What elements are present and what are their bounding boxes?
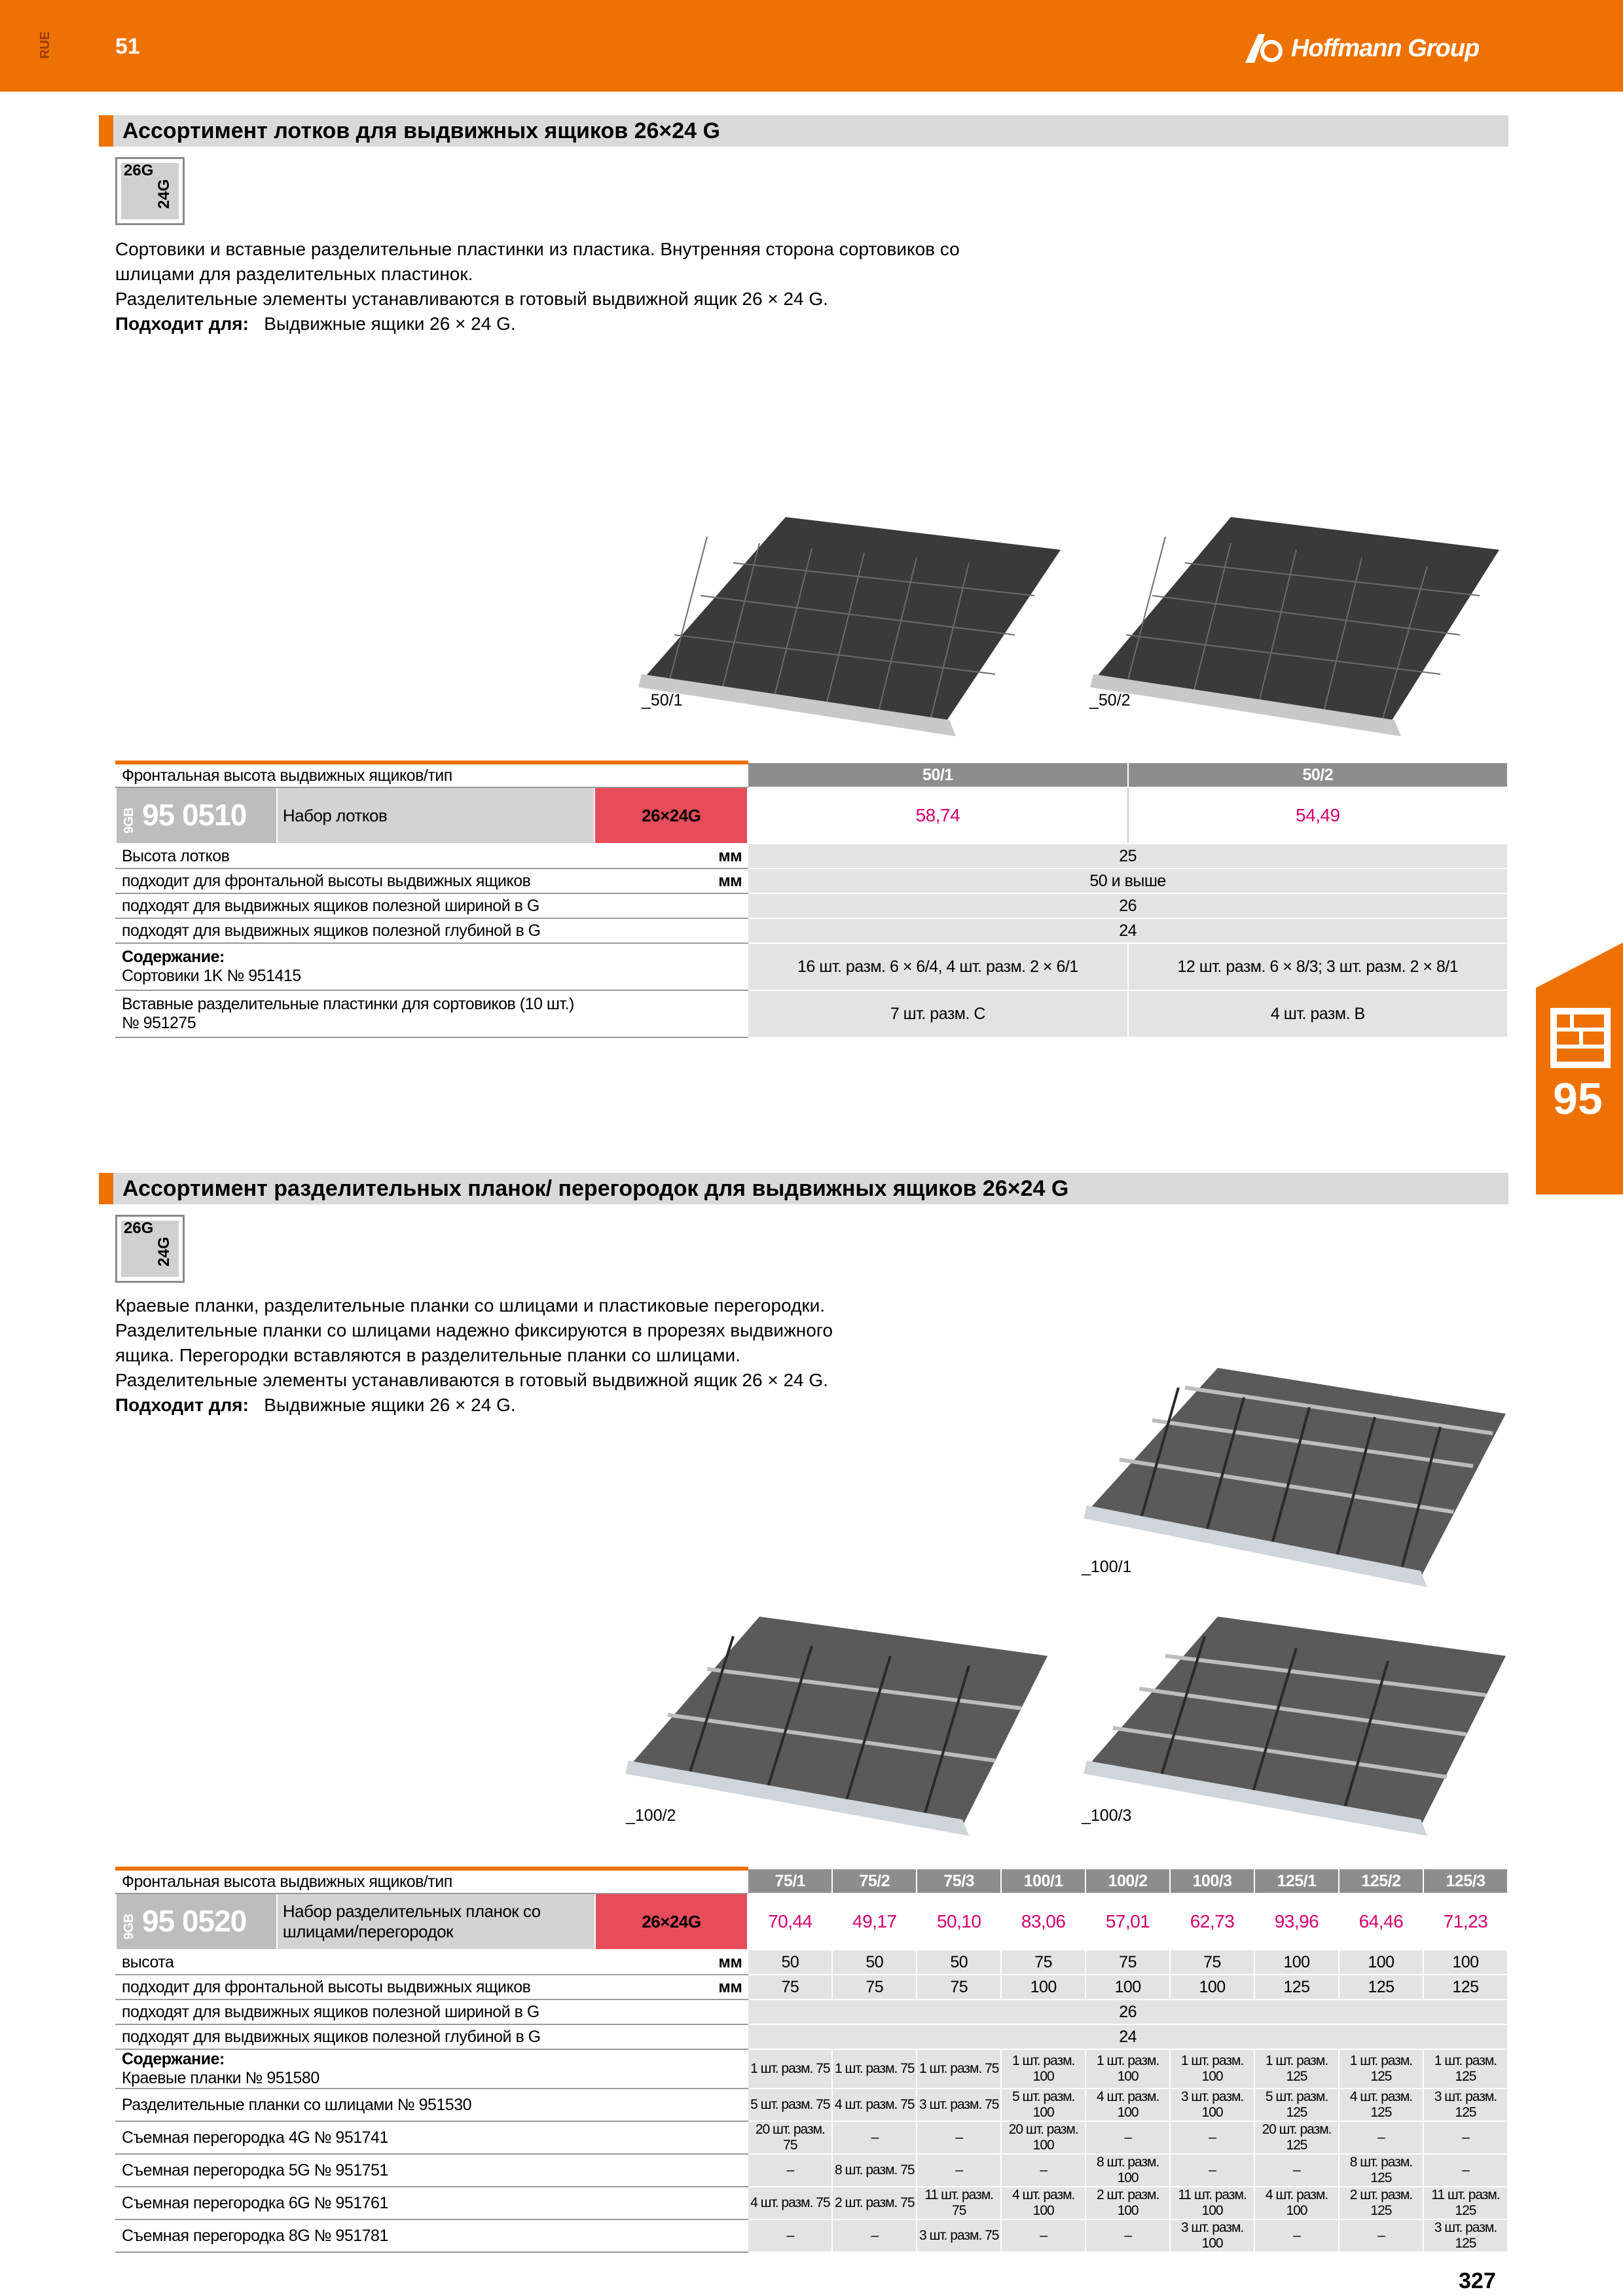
content-value: 11 шт. разм. 100 bbox=[1170, 2187, 1254, 2219]
price-75-3: 50,10 bbox=[917, 1893, 1001, 1950]
content-value: – bbox=[1001, 2154, 1085, 2187]
content-value: 1 шт. разм. 100 bbox=[1085, 2049, 1170, 2089]
hoffmann-logo-icon bbox=[1245, 34, 1287, 63]
content-value: 1 шт. разм. 75 bbox=[917, 2049, 1001, 2089]
content-value: 1 шт. разм. 100 bbox=[1170, 2049, 1254, 2089]
content-value: 1 шт. разм. 125 bbox=[1339, 2049, 1423, 2089]
content-value: 1 шт. разм. 125 bbox=[1254, 2049, 1339, 2089]
height-value: 50 bbox=[917, 1950, 1001, 1975]
content-value: 4 шт. разм. 100 bbox=[1001, 2187, 1085, 2219]
table2-type-7: 125/1 bbox=[1254, 1869, 1339, 1893]
content-value: 8 шт. разм. 100 bbox=[1085, 2154, 1170, 2187]
divider-set-100-2-image bbox=[615, 1610, 1048, 1839]
content-value: 1 шт. разм. 75 bbox=[748, 2049, 832, 2089]
front-height-value: 100 bbox=[1170, 1975, 1254, 2000]
language-code: RUE bbox=[38, 31, 52, 59]
content-value: – bbox=[748, 2219, 832, 2252]
content-value: 4 шт. разм. 100 bbox=[1085, 2089, 1170, 2121]
content-value: – bbox=[1170, 2154, 1254, 2187]
content-value: – bbox=[917, 2154, 1001, 2187]
content-value: – bbox=[1001, 2219, 1085, 2252]
height-value: 100 bbox=[1339, 1950, 1423, 1975]
content-row-label: Разделительные планки со шлицами № 951530 bbox=[122, 2095, 472, 2114]
table2-type-8: 125/2 bbox=[1339, 1869, 1423, 1893]
chapter-side-tab bbox=[1536, 942, 1623, 1194]
front-height-value: 75 bbox=[917, 1975, 1001, 2000]
price-125-1: 93,96 bbox=[1254, 1893, 1339, 1950]
content-value: – bbox=[748, 2154, 832, 2187]
content-value: 1 шт. разм. 125 bbox=[1423, 2049, 1508, 2089]
price-100-1: 83,06 bbox=[1001, 1893, 1085, 1950]
height-value: 75 bbox=[1001, 1950, 1085, 1975]
front-height-value: 125 bbox=[1339, 1975, 1423, 2000]
content-value: – bbox=[1423, 2121, 1508, 2154]
front-height-value: 100 bbox=[1001, 1975, 1085, 2000]
table2-type-1: 75/1 bbox=[748, 1869, 832, 1893]
page-number: 327 bbox=[1459, 2269, 1496, 2293]
content-row-label: Съемная перегородка 6G № 951761 bbox=[122, 2193, 388, 2212]
divider-set-100-1-image bbox=[1074, 1361, 1506, 1590]
content-value: – bbox=[1254, 2154, 1339, 2187]
content-value: 3 шт. разм. 125 bbox=[1423, 2089, 1508, 2121]
content-value: 2 шт. разм. 100 bbox=[1085, 2187, 1170, 2219]
table1-type-2: 50/2 bbox=[1128, 762, 1508, 787]
article-description: Набор разделительных планок со шлицами/перегородок bbox=[277, 1893, 595, 1950]
content-value: 11 шт. разм. 125 bbox=[1423, 2187, 1508, 2219]
price-50-2: 54,49 bbox=[1128, 787, 1508, 844]
price-125-3: 71,23 bbox=[1423, 1893, 1508, 1950]
badge-width: 26G bbox=[124, 162, 154, 179]
front-height-value: 100 bbox=[1085, 1975, 1170, 2000]
content-value: 5 шт. разм. 125 bbox=[1254, 2089, 1339, 2121]
tray-set-50-1-image bbox=[629, 511, 1074, 740]
content-value: – bbox=[917, 2121, 1001, 2154]
content-value: – bbox=[832, 2121, 917, 2154]
content-value: 20 шт. разм. 100 bbox=[1001, 2121, 1085, 2154]
content-row-label: Краевые планки № 951580 bbox=[122, 2069, 319, 2087]
section1-title: Ассортимент лотков для выдвижных ящиков 26×24 G bbox=[99, 115, 1508, 147]
content-value: – bbox=[1170, 2121, 1254, 2154]
price-100-2: 57,01 bbox=[1085, 1893, 1170, 1950]
article-number: 95 0510 bbox=[142, 797, 247, 832]
size-badge-26g-24g bbox=[115, 1215, 185, 1283]
content-value: 1 шт. разм. 75 bbox=[832, 2049, 917, 2089]
price-75-2: 49,17 bbox=[832, 1893, 917, 1950]
badge-width: 26G bbox=[124, 1219, 154, 1237]
tray-set-table: Фронтальная высота выдвижных ящиков/тип 50/1 50/2 9GB 95 0510 Набор лотков 26×24G 58,74 54,49 Высота лотков мм 25 подходит для фронтальной высоты выдвижных ящиков мм 50 и выше подходят для выдвижных ящиков полезной шириной в G 26 подходят для выдвижных ящиков полезной глубиной в G 24 Содержание: Сортовики 1K № 951415 16 шт. разм. 6 × 6/4, 4 шт. разм. 2 × 6/1 12 шт. разм. 6 × 8/3; 3 шт. разм. 2 × 8/1 Вставные разделительные пластинки для сортовиков (10 шт.) № 951275 7 шт. разм. C 4 шт. разм. B bbox=[115, 761, 1508, 1038]
article-number-cell: 9GB 95 0510 bbox=[116, 787, 277, 844]
content-value: 3 шт. разм. 100 bbox=[1170, 2219, 1254, 2252]
chapter-tab-number: 95 bbox=[1553, 1074, 1603, 1124]
price-50-1: 58,74 bbox=[748, 787, 1127, 844]
content-value: 5 шт. разм. 100 bbox=[1001, 2089, 1085, 2121]
content-value: 2 шт. разм. 125 bbox=[1339, 2187, 1423, 2219]
section2-title: Ассортимент разделительных планок/ перегородок для выдвижных ящиков 26×24 G bbox=[99, 1173, 1508, 1204]
content-value: – bbox=[832, 2219, 917, 2252]
price-125-2: 64,46 bbox=[1339, 1893, 1423, 1950]
section1-description: Сортовики и вставные разделительные пластинки из пластика. Внутренняя сторона сортовиков со шлицами для разделительных пластинок. Разделительные элементы устанавливаются в готовый выдвижной ящик 26 × 24 G. Подходит для: Выдвижные ящики 26 × 24 G. bbox=[115, 239, 960, 334]
height-value: 100 bbox=[1423, 1950, 1508, 1975]
content-value: 4 шт. разм. 125 bbox=[1339, 2089, 1423, 2121]
content-row-label: Съемная перегородка 8G № 951781 bbox=[122, 2226, 388, 2245]
drawer-grid-icon bbox=[1550, 1008, 1611, 1068]
price-100-3: 62,73 bbox=[1170, 1893, 1254, 1950]
height-value: 100 bbox=[1254, 1950, 1339, 1975]
height-value: 75 bbox=[1170, 1950, 1254, 1975]
section2-description: Краевые планки, разделительные планки со шлицами и пластиковые перегородки. Разделительные планки со шлицами надежно фиксируются в прорезях выдвижного ящика. Перегородки вставляются в разделительные планки со шлицами. Разделительные элементы устанавливаются в готовый выдвижной ящик 26 × 24 G. Подходит для: Выдвижные ящики 26 × 24 G. bbox=[115, 1295, 833, 1415]
article-description: Набор лотков bbox=[277, 787, 595, 844]
height-value: 75 bbox=[1085, 1950, 1170, 1975]
content-value: 20 шт. разм. 75 bbox=[748, 2121, 832, 2154]
size-label: 26×24G bbox=[594, 787, 748, 844]
content-value: – bbox=[1423, 2154, 1508, 2187]
brand-name: Hoffmann Group bbox=[1291, 34, 1480, 62]
brand-logo bbox=[1245, 29, 1479, 68]
tray-set-50-2-image bbox=[1080, 511, 1499, 740]
article-number-cell: 9GB 95 0520 bbox=[116, 1893, 277, 1950]
table2-type-5: 100/2 bbox=[1085, 1869, 1170, 1893]
image-label-100-3: _100/3 bbox=[1082, 1806, 1132, 1825]
content-value: 5 шт. разм. 75 bbox=[748, 2089, 832, 2121]
content-value: 4 шт. разм. 100 bbox=[1254, 2187, 1339, 2219]
table2-type-6: 100/3 bbox=[1170, 1869, 1254, 1893]
size-badge-26g-24g bbox=[115, 157, 185, 225]
divider-set-table: Фронтальная высота выдвижных ящиков/тип 75/1 75/2 75/3 100/1 100/2 100/3 125/1 125/2 125/3 9GB 95 0520 Набор разделительных планок со шлицами/перегородок 26×24G 70,44 49,17 50,10 83,06 57,01 62,73 93,96 64,46 71,23 высота мм 50 50 50 75 75 75 100 100 100 подходит для фронтальной высоты выдвижных ящиков мм 75 75 75 100 100 100 125 125 125 подходят для выдвижных ящиков полезной шириной в G 26 подходят для выдвижных ящиков полезной глубиной в G 24 Содержание: Краевые планки № 951580 1 шт. разм. 75 1 шт. разм. 75 1 шт. разм. 75 1 шт. разм. 100 1 шт. разм. 100 1 шт. разм. 100 1 шт. разм. 125 1 шт. разм. 125 1 шт. разм. 125 Разделительные планки со шлицами № 951530 5 шт. разм. 75 4 шт. разм. 75 3 шт. разм. 75 5 шт. разм. 100 4 шт. разм. 100 3 шт. разм. 100 5 шт. разм. 125 4 шт. разм. 125 3 шт. разм. 125 Съемная перегородка 4G № 951741 20 шт. разм. 75 – – 20 шт. разм. 100 – – 20 шт. разм. 125 – – Съемная перегородка 5G № 951751 – 8 шт. разм. 75 – – 8 шт. разм. 100 – – 8 шт. разм. 125 – Съемная перегородка 6G № 951761 4 шт. разм. 75 2 шт. разм. 75 11 шт. разм. 75 4 шт. разм. 100 2 шт. разм. 100 11 шт. разм. 100 4 шт. разм. 100 2 шт. разм. 125 11 шт. разм. 125 Съемная перегородка 8G № 951781 – – 3 шт. разм. 75 – – 3 шт. разм. 100 – – 3 шт. разм. 125 bbox=[115, 1867, 1508, 2253]
table1-header-label: Фронтальная высота выдвижных ящиков/тип bbox=[116, 762, 748, 787]
divider-set-100-3-image bbox=[1074, 1610, 1506, 1839]
content-value: 2 шт. разм. 75 bbox=[832, 2187, 917, 2219]
article-number: 95 0520 bbox=[142, 1903, 247, 1938]
content-value: 4 шт. разм. 75 bbox=[748, 2187, 832, 2219]
size-label: 26×24G bbox=[595, 1893, 748, 1950]
image-label-50-1: _50/1 bbox=[642, 691, 683, 709]
content-value: 1 шт. разм. 100 bbox=[1001, 2049, 1085, 2089]
content-value: 3 шт. разм. 75 bbox=[917, 2219, 1001, 2252]
badge-depth: 24G bbox=[155, 179, 173, 209]
content-value: 3 шт. разм. 100 bbox=[1170, 2089, 1254, 2121]
front-height-value: 125 bbox=[1423, 1975, 1508, 2000]
content-value: 8 шт. разм. 125 bbox=[1339, 2154, 1423, 2187]
chapter-number: 51 bbox=[115, 34, 140, 59]
price-75-1: 70,44 bbox=[748, 1893, 832, 1950]
table2-type-2: 75/2 bbox=[832, 1869, 917, 1893]
content-value: 11 шт. разм. 75 bbox=[917, 2187, 1001, 2219]
table2-type-3: 75/3 bbox=[917, 1869, 1001, 1893]
content-row-label: Съемная перегородка 4G № 951741 bbox=[122, 2128, 388, 2147]
table2-type-4: 100/1 bbox=[1001, 1869, 1085, 1893]
content-value: – bbox=[1339, 2121, 1423, 2154]
table1-type-1: 50/1 bbox=[748, 762, 1127, 787]
content-value: 3 шт. разм. 125 bbox=[1423, 2219, 1508, 2252]
height-value: 50 bbox=[832, 1950, 917, 1975]
image-label-50-2: _50/2 bbox=[1089, 691, 1131, 709]
table2-type-9: 125/3 bbox=[1423, 1869, 1508, 1893]
content-row-label: Съемная перегородка 5G № 951751 bbox=[122, 2161, 388, 2179]
front-height-value: 125 bbox=[1254, 1975, 1339, 2000]
content-value: 8 шт. разм. 75 bbox=[832, 2154, 917, 2187]
content-value: 3 шт. разм. 75 bbox=[917, 2089, 1001, 2121]
content-value: – bbox=[1085, 2121, 1170, 2154]
table2-header-label: Фронтальная высота выдвижных ящиков/тип bbox=[116, 1869, 748, 1893]
badge-depth: 24G bbox=[155, 1236, 173, 1266]
content-value: – bbox=[1254, 2219, 1339, 2252]
content-value: – bbox=[1339, 2219, 1423, 2252]
front-height-value: 75 bbox=[748, 1975, 832, 2000]
image-label-100-1: _100/1 bbox=[1082, 1558, 1132, 1576]
content-value: – bbox=[1085, 2219, 1170, 2252]
content-value: 20 шт. разм. 125 bbox=[1254, 2121, 1339, 2154]
content-value: 4 шт. разм. 75 bbox=[832, 2089, 917, 2121]
front-height-value: 75 bbox=[832, 1975, 917, 2000]
image-label-100-2: _100/2 bbox=[626, 1806, 676, 1825]
height-value: 50 bbox=[748, 1950, 832, 1975]
